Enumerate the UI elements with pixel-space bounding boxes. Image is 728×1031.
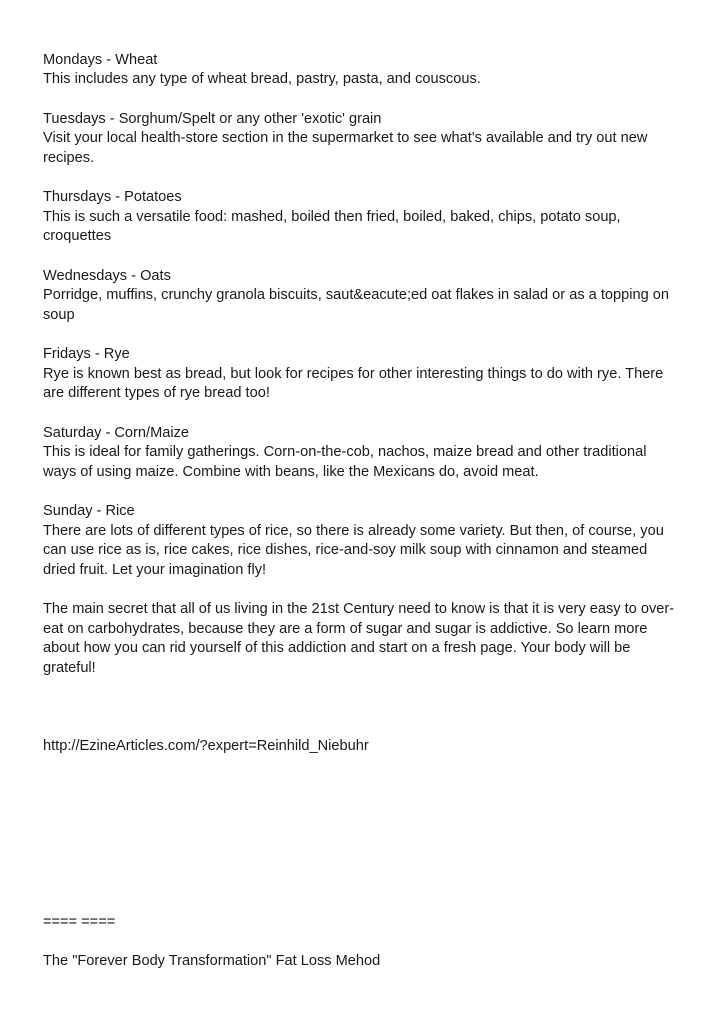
section-text-tuesdays-2: recipes. — [43, 150, 95, 166]
section-text-wednesdays-2: soup — [43, 307, 75, 323]
section-heading-saturday: Saturday - Corn/Maize — [43, 425, 189, 441]
section-heading-mondays: Mondays - Wheat — [43, 52, 158, 68]
section-heading-fridays: Fridays - Rye — [43, 346, 130, 362]
separator-text: ==== ==== — [43, 914, 116, 930]
footer-title: The "Forever Body Transformation" Fat Loss Mehod — [43, 953, 381, 969]
section-text-saturday-1: This is ideal for family gatherings. Corn-on-the-cob, nachos, maize bread and other traditional — [43, 444, 647, 460]
author-url-link[interactable]: http://EzineArticles.com/?expert=Reinhild_Niebuhr — [43, 738, 369, 754]
section-text-sunday-3: dried fruit. Let your imagination fly! — [43, 562, 267, 578]
section-text-thursdays-2: croquettes — [43, 228, 112, 244]
section-heading-tuesdays: Tuesdays - Sorghum/Spelt or any other 'exotic' grain — [43, 111, 382, 127]
section-text-fridays-2: are different types of rye bread too! — [43, 385, 270, 401]
section-text-thursdays-1: This is such a versatile food: mashed, boiled then fried, boiled, baked, chips, potato soup, — [43, 209, 621, 225]
section-text-tuesdays-1: Visit your local health-store section in the supermarket to see what's available and try out new — [43, 130, 648, 146]
section-text-fridays-1: Rye is known best as bread, but look for recipes for other interesting things to do with rye. There — [43, 366, 664, 382]
section-heading-sunday: Sunday - Rice — [43, 503, 135, 519]
section-text-wednesdays-1: Porridge, muffins, crunchy granola biscuits, saut&eacute;ed oat flakes in salad or as a topping on — [43, 287, 670, 303]
section-text-saturday-2: ways of using maize. Combine with beans, like the Mexicans do, avoid meat. — [43, 464, 539, 480]
closing-paragraph-line-3: about how you can rid yourself of this addiction and start on a fresh page. Your body will be — [43, 640, 631, 656]
closing-paragraph-line-1: The main secret that all of us living in the 21st Century need to know is that it is very easy to over- — [43, 601, 675, 617]
closing-paragraph-line-2: eat on carbohydrates, because they are a form of sugar and sugar is addictive. So learn more — [43, 621, 648, 637]
section-text-sunday-1: There are lots of different types of rice, so there is already some variety. But then, of course, you — [43, 523, 664, 539]
section-text-sunday-2: can use rice as is, rice cakes, rice dishes, rice-and-soy milk soup with cinnamon and steamed — [43, 542, 648, 558]
section-text-mondays: This includes any type of wheat bread, pastry, pasta, and couscous. — [43, 71, 481, 87]
closing-paragraph-line-4: grateful! — [43, 660, 96, 676]
section-heading-wednesdays: Wednesdays - Oats — [43, 268, 171, 284]
section-heading-thursdays: Thursdays - Potatoes — [43, 189, 182, 205]
